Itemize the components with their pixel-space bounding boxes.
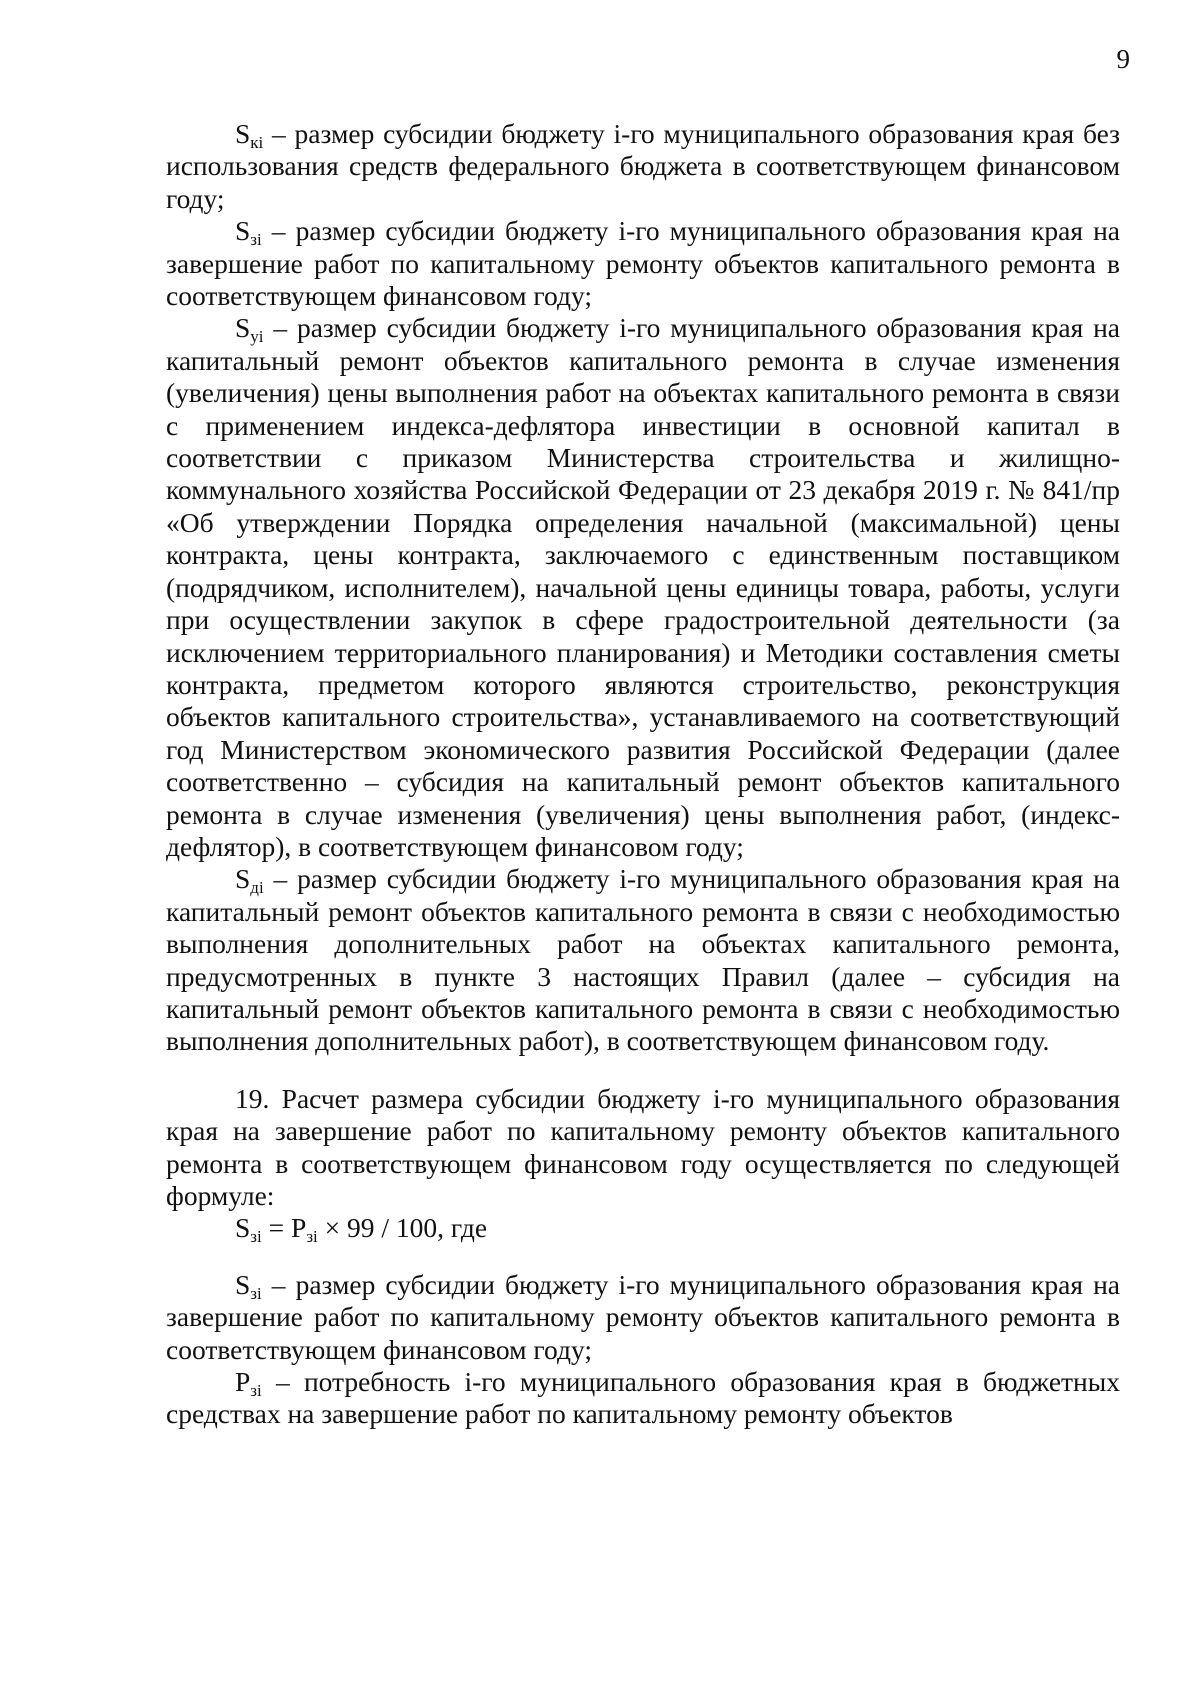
definition-text: – потребность i-го муниципального образования края в бюджетных средствах на завершение работ по капитальному ремонту объектов	[166, 1366, 1120, 1430]
symbol: $S_{зi}$	[235, 215, 262, 250]
definition-p-zi	[166, 1366, 1120, 1431]
definition-s-ui	[166, 312, 1120, 863]
symbol: $S_{дi}$	[235, 863, 264, 898]
definition-text: – размер субсидии бюджету i-го муниципального образования края на капитальный ремонт объектов капитального ремонта в случае изменения (увеличения) цены выполнения работ на объектах капитального ремонта в связи с применением индекса-дефлятора инвестиции в основной капитал в соответствии с приказом Министерства строительства и жилищно-коммунального хозяйства Российской Федерации от 23 декабря 2019 г. № 841/пр «Об утверждении Порядка определения начальной (максимальной) цены контракта, цены контракта, заключаемого с единственным поставщиком (подрядчиком, исполнителем), начальной цены единицы товара, работы, услуги при осуществлении закупок в сфере градостроительной деятельности (за исключением территориального планирования) и Методики составления сметы контракта, предметом которого являются строительство, реконструкция объектов капитального строительства», устанавливаемого на соответствующий год Министерством экономического развития Российской Федерации (далее соответственно – субсидия на капитальный ремонт объектов капитального ремонта в случае изменения (увеличения) цены выполнения работ, (индекс-дефлятор), в соответствующем финансовом году;	[166, 312, 1120, 862]
definition-s-zi	[166, 215, 1120, 312]
symbol: $S_{зi}$	[235, 1268, 262, 1303]
definition-text: – размер субсидии бюджету i-го муниципального образования края на завершение работ по капитальному ремонту объектов капитального ремонта в соответствующем финансовом году;	[166, 215, 1120, 312]
definition-text: – размер субсидии бюджету i-го муниципального образования края на завершение работ по капитальному ремонту объектов капитального ремонта в соответствующем финансовом году;	[166, 1268, 1120, 1365]
definition-s-ki	[166, 118, 1120, 215]
symbol: $S_{кi}$	[235, 118, 264, 152]
definition-s-zi-repeat	[166, 1269, 1120, 1366]
formula: $S_{зi} = P_{зi} \times 99 / 100$, где	[235, 1212, 488, 1247]
definition-s-di	[166, 863, 1120, 1057]
clause-19: 19. Расчет размера субсидии бюджету i-го муниципального образования края на завершение работ по капитальному ремонту объектов капитального ремонта в соответствующем финансовом году осуществляется по следующей формуле:	[166, 1082, 1120, 1211]
symbol: $P_{зi}$	[235, 1366, 262, 1401]
definition-text: – размер субсидии бюджету i-го муниципального образования края без использования средств федерального бюджета в соответствующем финансовом году;	[166, 118, 1120, 214]
symbol: $S_{уi}$	[235, 312, 264, 347]
document-body	[166, 118, 1120, 1431]
page-number: 9	[1116, 44, 1130, 74]
definition-text: – размер субсидии бюджету i-го муниципального образования края на капитальный ремонт объектов капитального ремонта в связи с необходимостью выполнения дополнительных работ на объектах капитального ремонта, предусмотренных в пункте 3 настоящих Правил (далее – субсидия на капитальный ремонт объектов капитального ремонта в связи с необходимостью выполнения дополнительных работ), в соответствующем финансовом году.	[166, 863, 1120, 1057]
